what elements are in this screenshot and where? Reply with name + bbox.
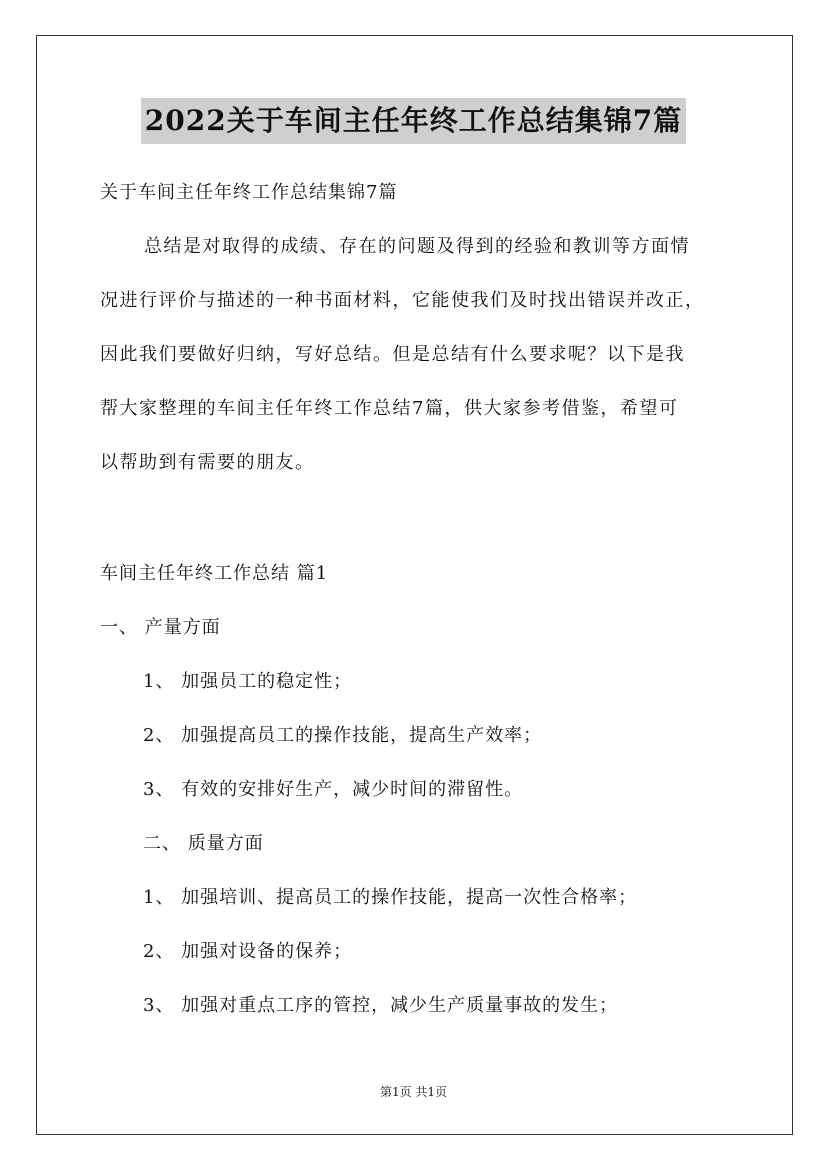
section-heading: 车间主任年终工作总结 篇1 — [100, 563, 329, 584]
list-item: 2、 加强对设备的保养； — [143, 941, 353, 962]
intro-line: 以帮助到有需要的朋友。 — [100, 452, 315, 473]
list-item: 3、 有效的安排好生产，减少时间的滞留性。 — [143, 779, 524, 800]
document-title-container — [0, 98, 827, 144]
list-item: 1、 加强员工的稳定性； — [143, 671, 353, 692]
part2-heading: 二、 质量方面 — [143, 833, 264, 854]
intro-line: 况进行评价与描述的一种书面材料，它能使我们及时找出错误并改正， — [100, 290, 705, 311]
document-title: 2022关于车间主任年终工作总结集锦7篇 — [141, 98, 686, 144]
intro-line: 因此我们要做好归纳，写好总结。但是总结有什么要求呢？以下是我 — [100, 344, 685, 365]
subtitle: 关于车间主任年终工作总结集锦7篇 — [100, 182, 398, 203]
page-footer: 第1页 共1页 — [379, 1085, 448, 1099]
list-item: 2、 加强提高员工的操作技能，提高生产效率； — [143, 725, 543, 746]
intro-line: 总结是对取得的成绩、存在的问题及得到的经验和教训等方面情 — [144, 236, 690, 257]
intro-paragraph — [100, 234, 740, 504]
intro-line: 帮大家整理的车间主任年终工作总结7篇，供大家参考借鉴，希望可 — [100, 398, 679, 419]
list-item: 1、 加强培训、提高员工的操作技能，提高一次性合格率； — [143, 887, 638, 908]
part1-heading: 一、 产量方面 — [100, 617, 221, 638]
list-item: 3、 加强对重点工序的管控，减少生产质量事故的发生； — [143, 995, 619, 1016]
